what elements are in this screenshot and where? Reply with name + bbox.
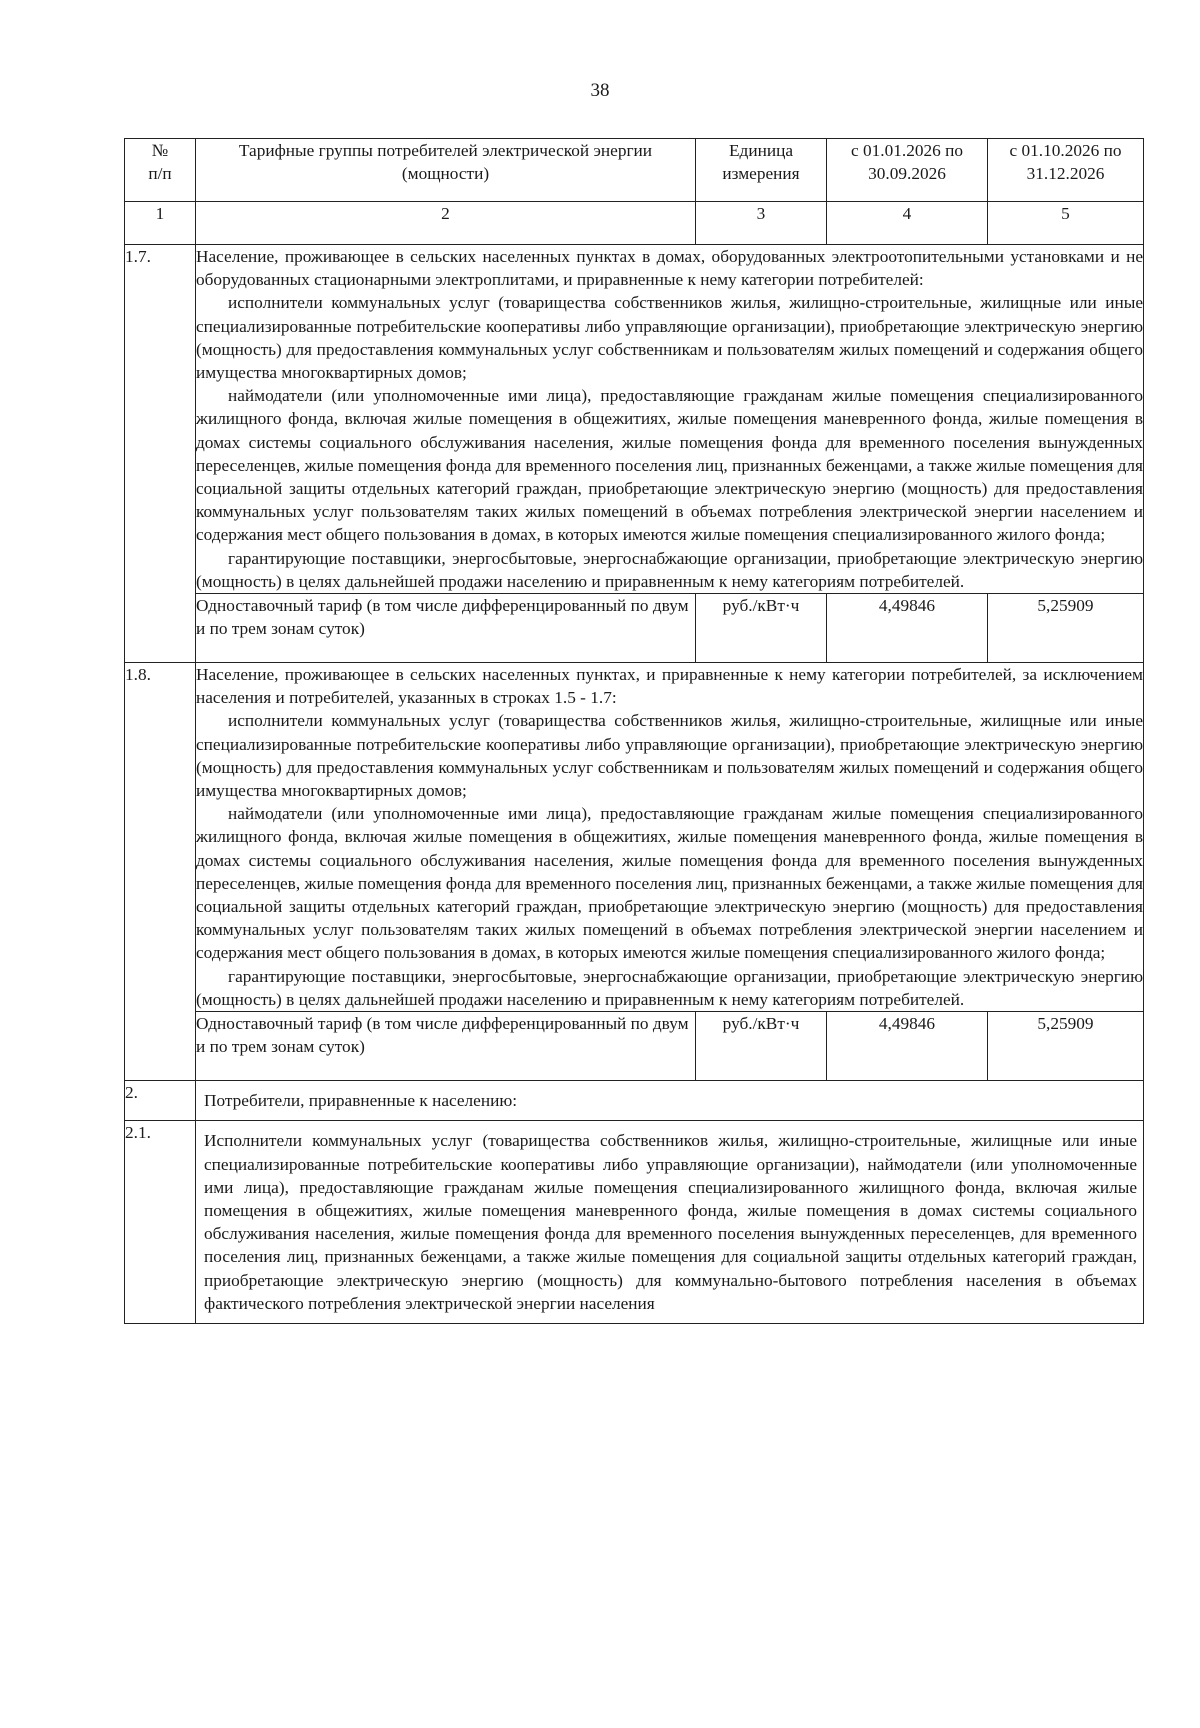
row-paragraph: наймодатели (или уполномоченные ими лица), предоставляющие гражданам жилые помещения специализированного жилищного фонда, включая жилые помещения в общежитиях, жилые помещения маневренного фонда, жилые помещения в домах системы социального обслуживания населения, жилые помещения фонда для временного поселения вынужденных переселенцев, жилые помещения фонда для временного поселения лиц, признанных беженцами, а также жилые помещения для социальной защиты отдельных категорий граждан, приобретающие электрическую энергию (мощность) для предоставления коммунальных услуг пользователям таких жилых помещений в объемах потребления электрической энергии населением и содержания мест общего пользования в домах, в которых имеются жилые помещения специализированного жилого фонда; — [196, 386, 1143, 545]
row-number: 1.8. — [125, 663, 196, 1081]
row-paragraph: исполнители коммунальных услуг (товарищества собственников жилья, жилищно-строительные, жилищные или иные специализированные потребительские кооперативы либо управляющие организации), приобретающие электрическую энергию (мощность) для предоставления коммунальных услуг собственникам и пользователям жилых помещений и содержания общего имущества многоквартирных домов; — [196, 711, 1143, 801]
column-numbers-row — [125, 202, 1144, 245]
header-col-period-1: с 01.01.2026 по 30.09.2026 — [827, 139, 988, 202]
column-number: 3 — [696, 202, 827, 245]
tariff-row — [125, 1012, 1144, 1081]
row-description — [196, 1081, 1144, 1121]
row-description — [196, 1121, 1144, 1324]
row-paragraph: Население, проживающее в сельских населенных пунктах в домах, оборудованных электроотопительными установками и не оборудованных стационарными электроплитами, и приравненные к нему категории потребителей: — [196, 247, 1143, 290]
tariff-name: Одноставочный тариф (в том числе дифференцированный по двум и по трем зонам суток) — [196, 594, 696, 663]
header-col-tariff-groups: Тарифные группы потребителей электрической энергии (мощности) — [196, 139, 696, 202]
row-paragraph: наймодатели (или уполномоченные ими лица), предоставляющие гражданам жилые помещения специализированного жилищного фонда, включая жилые помещения в общежитиях, жилые помещения маневренного фонда, жилые помещения в домах системы социального обслуживания населения, жилые помещения фонда для временного поселения вынужденных переселенцев, жилые помещения фонда для временного поселения лиц, признанных беженцами, а также жилые помещения для социальной защиты отдельных категорий граждан, приобретающие электрическую энергию (мощность) для предоставления коммунальных услуг пользователям таких жилых помещений в объемах потребления электрической энергии населением и содержания мест общего пользования в домах, в которых имеются жилые помещения специализированного жилого фонда; — [196, 804, 1143, 963]
row-number: 2.1. — [125, 1121, 196, 1324]
header-col-unit: Единица измерения — [696, 139, 827, 202]
row-paragraph: гарантирующие поставщики, энергосбытовые, энергоснабжающие организации, приобретающие электрическую энергию (мощность) в целях дальнейшей продажи населению и приравненным к нему категориям потребителей. — [196, 966, 1143, 1009]
tariff-value-period-2: 5,25909 — [988, 594, 1144, 663]
page-number: 38 — [590, 80, 610, 101]
header-col-period-2: с 01.10.2026 по 31.12.2026 — [988, 139, 1144, 202]
tariff-unit: руб./кВт·ч — [696, 1012, 827, 1081]
table-row — [125, 1081, 1144, 1121]
table-row — [125, 1121, 1144, 1324]
tariff-row — [125, 594, 1144, 663]
table-row — [125, 245, 1144, 594]
tariff-table — [124, 138, 1144, 1324]
row-paragraph: Население, проживающее в сельских населенных пунктах, и приравненные к нему категории потребителей, за исключением населения и потребителей, указанных в строках 1.5 - 1.7: — [196, 665, 1143, 708]
row-description — [196, 245, 1144, 594]
header-row — [125, 139, 1144, 202]
tariff-value-period-1: 4,49846 — [827, 1012, 988, 1081]
tariff-value-period-1: 4,49846 — [827, 594, 988, 663]
row-description — [196, 663, 1144, 1012]
row-paragraph: Потребители, приравненные к населению: — [204, 1091, 518, 1111]
table-row — [125, 663, 1144, 1012]
column-number: 4 — [827, 202, 988, 245]
column-number: 2 — [196, 202, 696, 245]
tariff-value-period-2: 5,25909 — [988, 1012, 1144, 1081]
column-number: 5 — [988, 202, 1144, 245]
row-number: 1.7. — [125, 245, 196, 663]
tariff-name: Одноставочный тариф (в том числе дифференцированный по двум и по трем зонам суток) — [196, 1012, 696, 1081]
row-paragraph: исполнители коммунальных услуг (товарищества собственников жилья, жилищно-строительные, жилищные или иные специализированные потребительские кооперативы либо управляющие организации), приобретающие электрическую энергию (мощность) для предоставления коммунальных услуг собственникам и пользователям жилых помещений и содержания общего имущества многоквартирных домов; — [196, 293, 1143, 383]
column-number: 1 — [125, 202, 196, 245]
row-paragraph: Исполнители коммунальных услуг (товарищества собственников жилья, жилищно-строительные, жилищные или иные специализированные потребительские кооперативы либо управляющие организации), наймодатели (или уполномоченные ими лица), предоставляющие гражданам жилые помещения специализированного жилищного фонда, включая жилые помещения в общежитиях, жилые помещения маневренного фонда, жилые помещения в домах системы социального обслуживания населения, жилые помещения фонда для временного поселения вынужденных переселенцев, для временного поселения лиц, признанных беженцами, а также жилые помещения для социальной защиты отдельных категорий граждан, приобретающие электрическую энергию (мощность) для коммунально-бытового потребления населения в объемах фактического потребления электрической энергии населения — [204, 1131, 1137, 1313]
header-col-number: № п/п — [125, 139, 196, 202]
tariff-unit: руб./кВт·ч — [696, 594, 827, 663]
row-number: 2. — [125, 1081, 196, 1121]
row-paragraph: гарантирующие поставщики, энергосбытовые, энергоснабжающие организации, приобретающие электрическую энергию (мощность) в целях дальнейшей продажи населению и приравненным к нему категориям потребителей. — [196, 548, 1143, 591]
